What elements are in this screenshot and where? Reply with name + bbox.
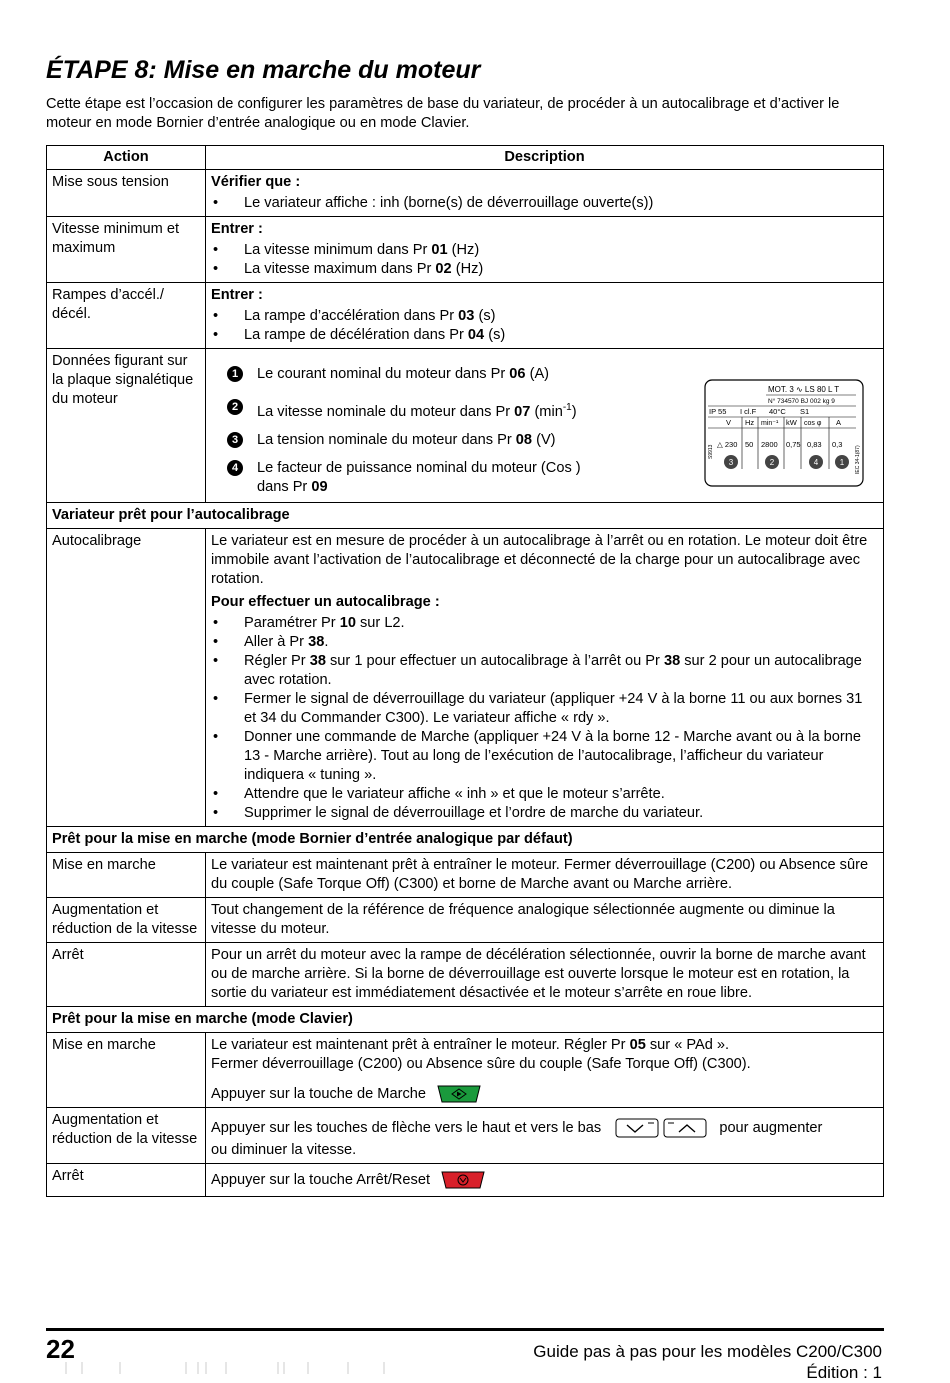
table-row — [47, 1107, 884, 1163]
plate-marker: 2 — [769, 458, 775, 467]
motor-nameplate-image — [704, 379, 864, 487]
table-row — [47, 528, 884, 826]
plate-ip: IP 55 — [709, 407, 727, 416]
action-cell: Mise en marche — [47, 1032, 206, 1107]
text: La rampe de décélération dans Pr — [244, 327, 468, 343]
list-item: • Aller à Pr 38. — [211, 633, 878, 652]
parameter-number: 03 — [458, 308, 475, 324]
action-cell: Mise en marche — [47, 852, 206, 897]
item-text: Le facteur de puissance nominal du moteur (Cos ) dans Pr 09 — [257, 459, 581, 495]
text: (Hz) — [451, 261, 484, 277]
procedure-table — [46, 145, 884, 1197]
list-item: • Paramétrer Pr 10 sur L2. — [211, 614, 878, 633]
description-cell — [206, 217, 884, 283]
plate-min: 2800 — [761, 440, 778, 449]
text: La vitesse minimum dans Pr — [244, 242, 432, 258]
item-text: La vitesse nominale du moteur dans Pr 07 $(\min^{-1})$ — [257, 402, 577, 420]
table-row — [47, 1163, 884, 1196]
run-key-icon — [436, 1084, 482, 1104]
text: (s) — [474, 308, 496, 324]
bullet-list — [211, 194, 878, 213]
action-cell: Augmentation et réduction de la vitesse — [47, 897, 206, 942]
plate-v: △ 230 — [717, 440, 738, 449]
action-cell: Arrêt — [47, 1163, 206, 1196]
description-cell — [206, 349, 884, 503]
plate-mot: MOT. 3 ∿ LS 80 L T — [768, 385, 840, 394]
description-cell — [206, 283, 884, 349]
plate-icl: I cl.F — [740, 407, 757, 416]
section-row — [47, 1006, 884, 1032]
header-description: Description — [206, 146, 884, 170]
plate-h-hz: Hz — [745, 418, 755, 427]
guide-title: Guide pas à pas pour les modèles C200/C300 — [533, 1342, 882, 1361]
table-row — [47, 1032, 884, 1107]
action-cell: Arrêt — [47, 942, 206, 1006]
plate-h-min: min⁻¹ — [761, 420, 779, 427]
action-cell: Données figurant sur la plaque signalétique du moteur — [47, 349, 206, 503]
action-cell: Mise sous tension — [47, 170, 206, 217]
list-item: • Donner une commande de Marche (appliquer +24 V à la borne 12 - Marche avant ou à la borne 13 - Marche arrière). Tout au long de l’exécution de l’autocalibrage, l’afficheur du variateur indiquera « tuning ». — [211, 728, 878, 785]
section-heading: Prêt pour la mise en marche (mode Bornier d’entrée analogique par défaut) — [47, 826, 884, 852]
plate-side-left: S9913 — [708, 444, 714, 459]
text: Appuyer sur les touches de flèche vers le haut et vers le bas pour augmenter — [211, 1118, 878, 1138]
text: Tout changement de la référence de fréquence analogique sélectionnée augmente ou diminue la vitesse du moteur. — [211, 901, 835, 937]
plate-marker: 1 — [839, 458, 845, 467]
table-header-row — [47, 146, 884, 170]
numbered-item — [211, 365, 704, 384]
table-row — [47, 217, 884, 283]
list-item — [211, 326, 878, 345]
action-cell: Augmentation et réduction de la vitesse — [47, 1107, 206, 1163]
description-cell — [206, 170, 884, 217]
description-cell: Le variateur est maintenant prêt à entraîner le moteur. Fermer déverrouillage (C200) ou Absence sûre du couple (Safe Torque Off) (C300) et borne de Marche avant ou Marche arrière. — [206, 852, 884, 897]
text: La vitesse maximum dans Pr — [244, 261, 436, 277]
text: Le variateur est maintenant prêt à entraîner le moteur. Régler Pr 05 sur « PAd ». — [211, 1036, 730, 1053]
footer-rule — [46, 1328, 884, 1331]
parameter-number: 02 — [435, 261, 452, 277]
plate-a: 0,3 — [832, 440, 843, 449]
action-cell: Vitesse minimum et maximum — [47, 217, 206, 283]
section-row — [47, 826, 884, 852]
text: (Hz) — [447, 242, 480, 258]
description-cell — [206, 528, 884, 826]
up-arrow-key-icon — [663, 1118, 707, 1138]
plate-serial: N° 734570 BJ 002 kg 9 — [768, 398, 835, 405]
text: Appuyer sur la touche Arrêt/Reset — [211, 1171, 431, 1188]
text: Fermer déverrouillage (C200) ou Absence sûre du couple (Safe Torque Off) (C300). — [211, 1055, 751, 1072]
parameter-number: 04 — [467, 327, 485, 343]
numbered-item — [211, 431, 704, 450]
bullet-list — [211, 614, 878, 823]
lead-text: Entrer : — [211, 221, 263, 237]
autocal-paragraph: Le variateur est en mesure de procéder à un autocalibrage à l’arrêt ou en rotation. Le moteur doit être immobile avant l’activation de l’autocalibrage et déconnecté de la charge pour un autocalibrage avec rotation. — [211, 532, 868, 587]
number-marker: 3 — [227, 432, 243, 448]
item-text: La tension nominale du moteur dans Pr 08 (V) — [257, 431, 556, 448]
page-number: 22 — [46, 1334, 75, 1364]
description-cell — [206, 897, 884, 942]
plate-kw: 0,75 — [786, 440, 801, 449]
number-marker: 2 — [227, 399, 243, 415]
table-row — [47, 897, 884, 942]
plate-h-a: A — [836, 418, 842, 427]
list-item — [211, 307, 878, 326]
action-cell: Autocalibrage — [47, 528, 206, 826]
table-row — [47, 349, 884, 503]
lead-text: Vérifier que : — [211, 174, 301, 190]
lead-text: Entrer : — [211, 287, 263, 303]
down-arrow-key-icon — [615, 1118, 659, 1138]
action-cell: Rampes d’accél./ décél. — [47, 283, 206, 349]
plate-temp: 40°C — [769, 407, 786, 416]
table-row — [47, 170, 884, 217]
list-item: • Fermer le signal de déverrouillage du variateur (appliquer +24 V à la borne 11 ou aux bornes 31 et 34 du Commander C300). Le variateur affiche « rdy ». — [211, 690, 878, 728]
list-item: • Attendre que le variateur affiche « inh » et que le moteur s’arrête. — [211, 785, 878, 804]
plate-s1: S1 — [800, 407, 810, 416]
table-row — [47, 942, 884, 1006]
numbered-item — [211, 398, 704, 422]
section-heading: Variateur prêt pour l’autocalibrage — [47, 502, 884, 528]
list-item — [211, 260, 878, 279]
stop-reset-key-icon — [440, 1170, 486, 1190]
text: (s) — [484, 327, 506, 343]
plate-hz: 50 — [745, 440, 754, 449]
header-action: Action — [47, 146, 206, 170]
intro-paragraph: Cette étape est l’occasion de configurer les paramètres de base du variateur, de procéder à un autocalibrage et d’activer le moteur en mode Bornier d’entrée analogique ou en mode Clavier. — [46, 96, 840, 131]
plate-h-v: V — [726, 418, 732, 427]
list-item: • Le variateur affiche : inh (borne(s) de déverrouillage ouverte(s)) — [211, 194, 878, 213]
plate-marker: 4 — [813, 458, 819, 467]
list-item — [211, 241, 878, 260]
description-cell: Pour un arrêt du moteur avec la rampe de décélération sélectionnée, ouvrir la borne de marche avant ou de marche arrière. Si la borne de déverrouillage est ouverte lorsque le moteur est en rotation, la sortie du variateur est immédiatement désactivée et le moteur s’arrête en roue libre. — [206, 942, 884, 1006]
list-item: • Régler Pr 38 sur 1 pour effectuer un autocalibrage à l’arrêt ou Pr 38 sur 2 pour un autocalibrage avec rotation. — [211, 652, 878, 690]
section-row — [47, 502, 884, 528]
description-cell — [206, 1163, 884, 1196]
item-text: Le courant nominal du moteur dans Pr 06 (A) — [257, 366, 550, 382]
page-title: ÉTAPE 8: Mise en marche du moteur — [46, 56, 481, 84]
parameter-number: 01 — [431, 242, 448, 258]
footer-decoration — [46, 1362, 446, 1374]
footer-guide — [533, 1341, 882, 1383]
plate-marker: 3 — [728, 458, 734, 467]
list-item: • Supprimer le signal de déverrouillage et l’ordre de marche du variateur. — [211, 804, 878, 823]
text: ou diminuer la vitesse. — [211, 1141, 357, 1158]
plate-side-right: IEC 34-1(87) — [855, 445, 861, 474]
table-row — [47, 852, 884, 897]
text: Appuyer sur la touche de Marche — [211, 1084, 878, 1104]
text: La rampe d’accélération dans Pr — [244, 308, 459, 324]
section-heading: Prêt pour la mise en marche (mode Clavier) — [47, 1006, 884, 1032]
edition: Édition : 1 — [806, 1363, 882, 1382]
plate-h-kw: kW — [786, 418, 797, 427]
table-row — [47, 283, 884, 349]
lead-text: Pour effectuer un autocalibrage : — [211, 593, 440, 610]
number-marker: 4 — [227, 460, 243, 476]
bullet-list — [211, 307, 878, 345]
plate-h-cos: cos φ — [804, 420, 822, 427]
bullet-list — [211, 241, 878, 279]
description-cell — [206, 1032, 884, 1107]
number-marker: 1 — [227, 366, 243, 382]
plate-cos: 0,83 — [807, 440, 822, 449]
numbered-item — [211, 459, 704, 497]
description-cell — [206, 1107, 884, 1163]
